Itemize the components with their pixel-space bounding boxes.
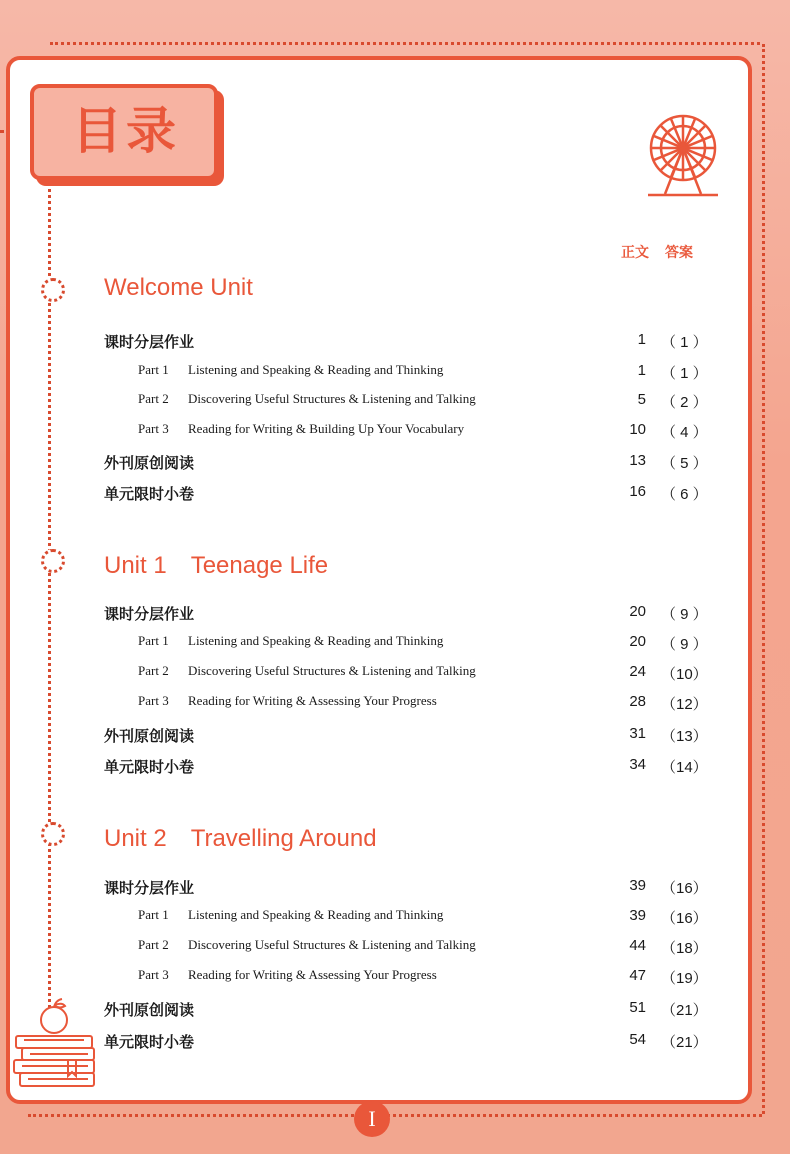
row-page: 5 [637,391,646,408]
row-page: 10 [629,421,646,438]
row-label: Reading for Writing & Assessing Your Progress [188,693,437,708]
row-label: Reading for Writing & Building Up Your Vocabulary [188,421,465,436]
row-answer-page: （ 1 ） [661,365,708,382]
toc-row[interactable] [0,633,790,655]
row-label: Discovering Useful Structures & Listening and Talking [188,391,476,406]
part-number: Part 2 [138,937,169,952]
column-header-answer: 答案 [665,245,693,261]
row-label: Discovering Useful Structures & Listening and Talking [188,663,476,678]
row-answer-page: （21） [661,1034,708,1051]
unit-marker-icon [41,822,65,846]
row-label: 课时分层作业 [104,333,195,351]
toc-row[interactable] [0,1031,790,1053]
row-page: 54 [629,1031,646,1048]
unit-marker-icon [41,278,65,302]
row-page: 34 [629,756,646,773]
part-number: Part 2 [138,663,169,678]
row-answer-page: （ 9 ） [661,636,708,653]
toc-row[interactable] [0,663,790,685]
unit-title: Welcome Unit [104,274,253,301]
row-answer-page: （21） [661,1002,708,1019]
row-label: Listening and Speaking & Reading and Thinking [188,362,444,377]
row-label: 单元限时小卷 [104,758,195,776]
row-page: 51 [629,999,646,1016]
row-answer-page: （ 4 ） [661,424,708,441]
row-label: 外刊原创阅读 [104,727,195,745]
row-answer-page: （10） [661,666,708,683]
row-answer-page: （14） [661,759,708,776]
row-answer-page: （ 9 ） [661,606,708,623]
row-answer-page: （16） [661,910,708,927]
row-page: 39 [629,907,646,924]
column-header-body: 正文 [621,245,649,261]
toc-row[interactable] [0,331,790,353]
row-label: 外刊原创阅读 [104,454,195,472]
row-page: 28 [629,693,646,710]
row-page: 24 [629,663,646,680]
part-number: Part 3 [138,421,169,436]
row-page: 20 [629,633,646,650]
row-label: 单元限时小卷 [104,485,195,503]
row-page: 1 [637,362,646,379]
row-answer-page: （18） [661,940,708,957]
part-number: Part 1 [138,362,169,377]
row-page: 44 [629,937,646,954]
row-answer-page: （ 6 ） [661,486,708,503]
row-label: Listening and Speaking & Reading and Thinking [188,633,444,648]
toc-row[interactable] [0,937,790,959]
part-number: Part 2 [138,391,169,406]
row-answer-page: （ 2 ） [661,394,708,411]
row-label: 课时分层作业 [104,605,195,623]
row-label: 外刊原创阅读 [104,1001,195,1019]
toc-row[interactable] [0,603,790,625]
part-number: Part 3 [138,693,169,708]
row-answer-page: （16） [661,880,708,897]
row-label: Listening and Speaking & Reading and Thinking [188,907,444,922]
row-label: 单元限时小卷 [104,1033,195,1051]
title-tab [30,84,218,180]
unit-title: Unit 1 Teenage Life [104,552,329,579]
toc-row[interactable] [0,693,790,715]
toc-row[interactable] [0,756,790,778]
row-answer-page: （12） [661,696,708,713]
row-page: 47 [629,967,646,984]
part-number: Part 1 [138,633,169,648]
page-number-badge: I [354,1101,390,1137]
row-page: 16 [629,483,646,500]
row-answer-page: （13） [661,728,708,745]
toc-row[interactable] [0,907,790,929]
part-number: Part 3 [138,967,169,982]
row-label: 课时分层作业 [104,879,195,897]
row-page: 13 [629,452,646,469]
toc-row[interactable] [0,999,790,1021]
row-answer-page: （19） [661,970,708,987]
toc-row[interactable] [0,483,790,505]
part-number: Part 1 [138,907,169,922]
toc-row[interactable] [0,452,790,474]
toc-row[interactable] [0,362,790,384]
page-title: 目录 [72,102,180,160]
unit-title: Unit 2 Travelling Around [104,825,377,852]
dotted-border-top [50,42,760,45]
row-page: 1 [637,331,646,348]
row-label: Discovering Useful Structures & Listening and Talking [188,937,476,952]
toc-row[interactable] [0,391,790,413]
row-answer-page: （ 5 ） [661,455,708,472]
row-label: Reading for Writing & Assessing Your Progress [188,967,437,982]
toc-row[interactable] [0,421,790,443]
row-page: 20 [629,603,646,620]
row-answer-page: （ 1 ） [661,334,708,351]
row-page: 39 [629,877,646,894]
ferris-wheel-icon [640,108,726,200]
books-apple-icon [10,996,100,1092]
unit-marker-icon [41,549,65,573]
toc-row[interactable] [0,967,790,989]
toc-row[interactable] [0,877,790,899]
dotted-border-bottom [28,1114,762,1117]
row-page: 31 [629,725,646,742]
toc-row[interactable] [0,725,790,747]
